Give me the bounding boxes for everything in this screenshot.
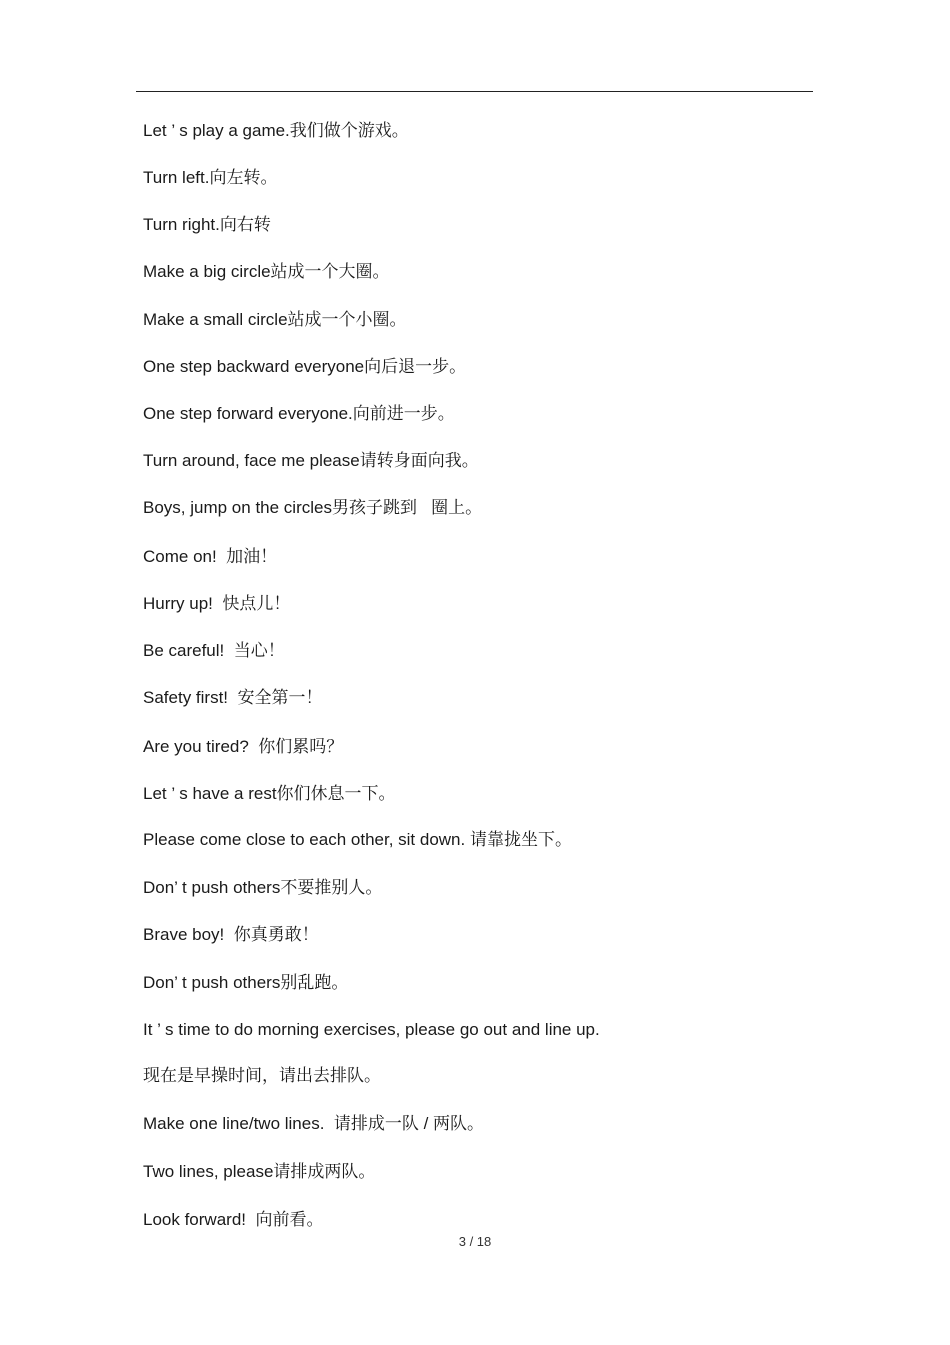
phrase-line: Look forward! 向前看。 — [143, 1210, 324, 1229]
phrase-line: Make one line/two lines. 请排成一队 / 两队。 — [143, 1114, 485, 1133]
phrase-line: One step forward everyone.向前进一步。 — [143, 404, 455, 423]
phrase-line: Turn right.向右转 — [143, 215, 271, 234]
phrase-line: Two lines, please请排成两队。 — [143, 1162, 376, 1181]
phrase-line: Don’ t push others别乱跑。 — [143, 973, 349, 992]
phrase-line: Come on! 加油！ — [143, 547, 278, 566]
phrase-line: 现在是早操时间，请出去排队。 — [143, 1066, 381, 1085]
phrase-line: Make a small circle站成一个小圈。 — [143, 310, 407, 329]
phrase-line: Turn around, face me please请转身面向我。 — [143, 451, 479, 470]
phrase-line: Safety first! 安全第一！ — [143, 688, 323, 707]
phrase-line: It ’ s time to do morning exercises, please go out and line up. — [143, 1020, 600, 1039]
header-rule — [136, 91, 813, 92]
phrase-line: Don’ t push others不要推别人。 — [143, 878, 383, 897]
phrase-line: Be careful! 当心！ — [143, 641, 285, 660]
phrase-line: One step backward everyone向后退一步。 — [143, 357, 467, 376]
phrase-line: Make a big circle站成一个大圈。 — [143, 262, 390, 281]
phrase-line: Are you tired? 你们累吗？ — [143, 737, 344, 756]
phrase-line: Please come close to each other, sit down. 请靠拢坐下。 — [143, 830, 572, 849]
phrase-line: Turn left.向左转。 — [143, 168, 278, 187]
phrase-line: Boys, jump on the circles男孩子跳到 圈上。 — [143, 498, 483, 517]
phrase-line: Brave boy! 你真勇敢！ — [143, 925, 319, 944]
phrase-line: Hurry up! 快点儿！ — [143, 594, 291, 613]
phrase-line: Let ’ s have a rest你们休息一下。 — [143, 784, 396, 803]
phrase-line: Let ’ s play a game.我们做个游戏。 — [143, 121, 409, 140]
page-number: 3 / 18 — [458, 1234, 492, 1249]
